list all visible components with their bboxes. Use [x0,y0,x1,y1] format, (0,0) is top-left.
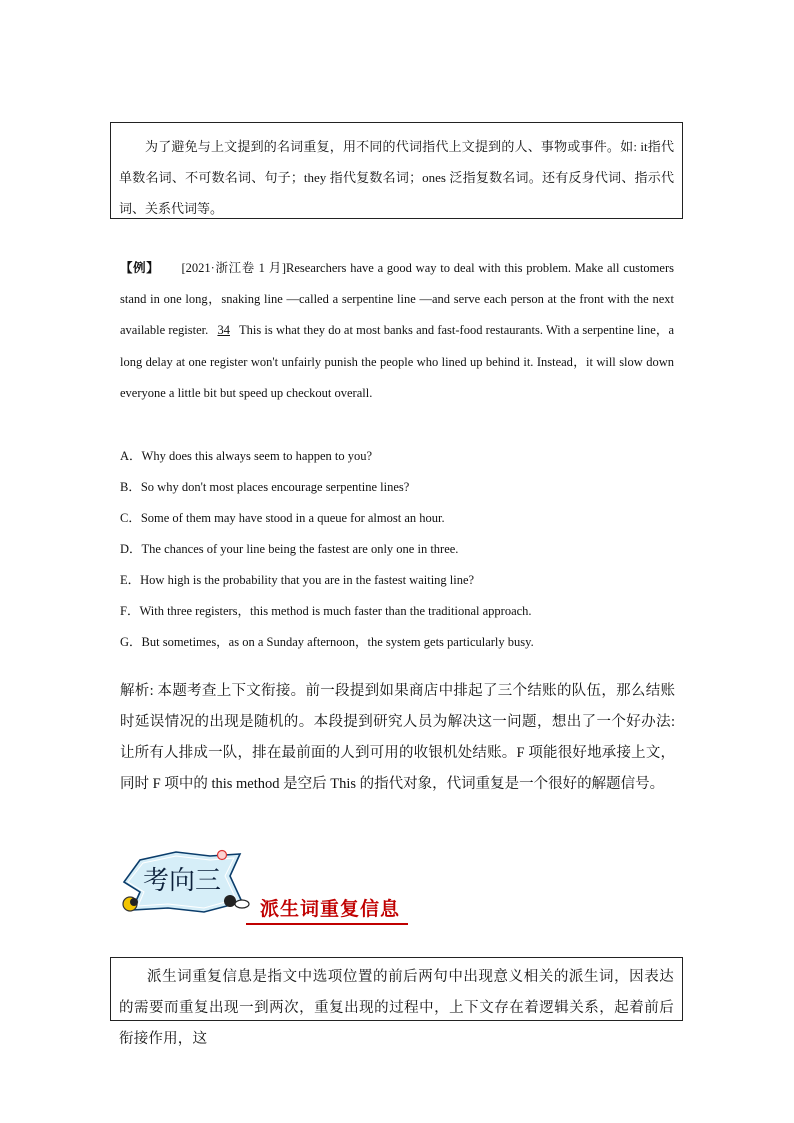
option-a: A．Why does this always seem to happen to you? [120,449,373,463]
option-b: B．So why don't most places encourage serpentine lines? [120,480,410,494]
derivative-definition-box [110,957,683,1047]
passage-after-blank: This is what they do at most banks and fast-food restaurants. With a serpentine line，a long delay at one register won't unfairly punish the people who lined up behind it. Instead，it will slow down everyone a little bit but speed up checkout overall. [120,323,674,400]
option-d: D．The chances of your line being the fastest are only one in three. [120,542,459,556]
example-passage [120,253,674,409]
example-source: [2021·浙江卷 1 月] [181,261,287,275]
section-badge [118,846,258,918]
section-heading: 派生词重复信息 [246,894,408,925]
example-tag: 【例】 [120,261,160,275]
option-g: G．But sometimes，as on a Sunday afternoon，the system gets particularly busy. [120,635,534,649]
badge-ring-top [218,851,227,860]
analysis-text: 解析: 本题考查上下文衔接。前一段提到如果商店中排起了三个结账的队伍，那么结账时延误情况的出现是随机的。本段提到研究人员为解决这一问题，想出了一个好办法: 让所有人排成一队，排在最前面的人到可用的收银机处结账。F 项能很好地承接上文，同时 F 项中的 this method 是空后 This 的指代对象，代词重复是一个很好的解题信号。 [120,683,675,792]
passage-before-blank: Researchers have a good way to deal with this problem. Make all customers stand in one long，snaking line —called a serpentine line —and serve each person at the front with the next available register. [120,261,674,338]
definition-box [110,122,683,219]
definition-text: 为了避免与上文提到的名词重复，用不同的代词指代上文提到的人、事物或事件。如: it指代单数名词、不可数名词、句子；they 指代复数名词；ones 泛指复数名词。还有反身代词、指示代词、关系代词等。 [119,139,674,216]
question-blank: 34 [217,323,230,338]
derivative-definition-text: 派生词重复信息是指文中选项位置的前后两句中出现意义相关的派生词，因表达的需要而重复出现一到两次，重复出现的过程中，上下文存在着逻辑关系，起着前后衔接作用，这 [119,969,674,1047]
badge-dot-dark [130,898,138,906]
option-f: F．With three registers，this method is much faster than the traditional approach. [120,604,532,618]
badge-label: 考向三 [142,866,222,896]
badge-dot-right [224,895,236,907]
option-e: E．How high is the probability that you are in the fastest waiting line? [120,573,475,587]
option-c: C．Some of them may have stood in a queue for almost an hour. [120,511,445,525]
